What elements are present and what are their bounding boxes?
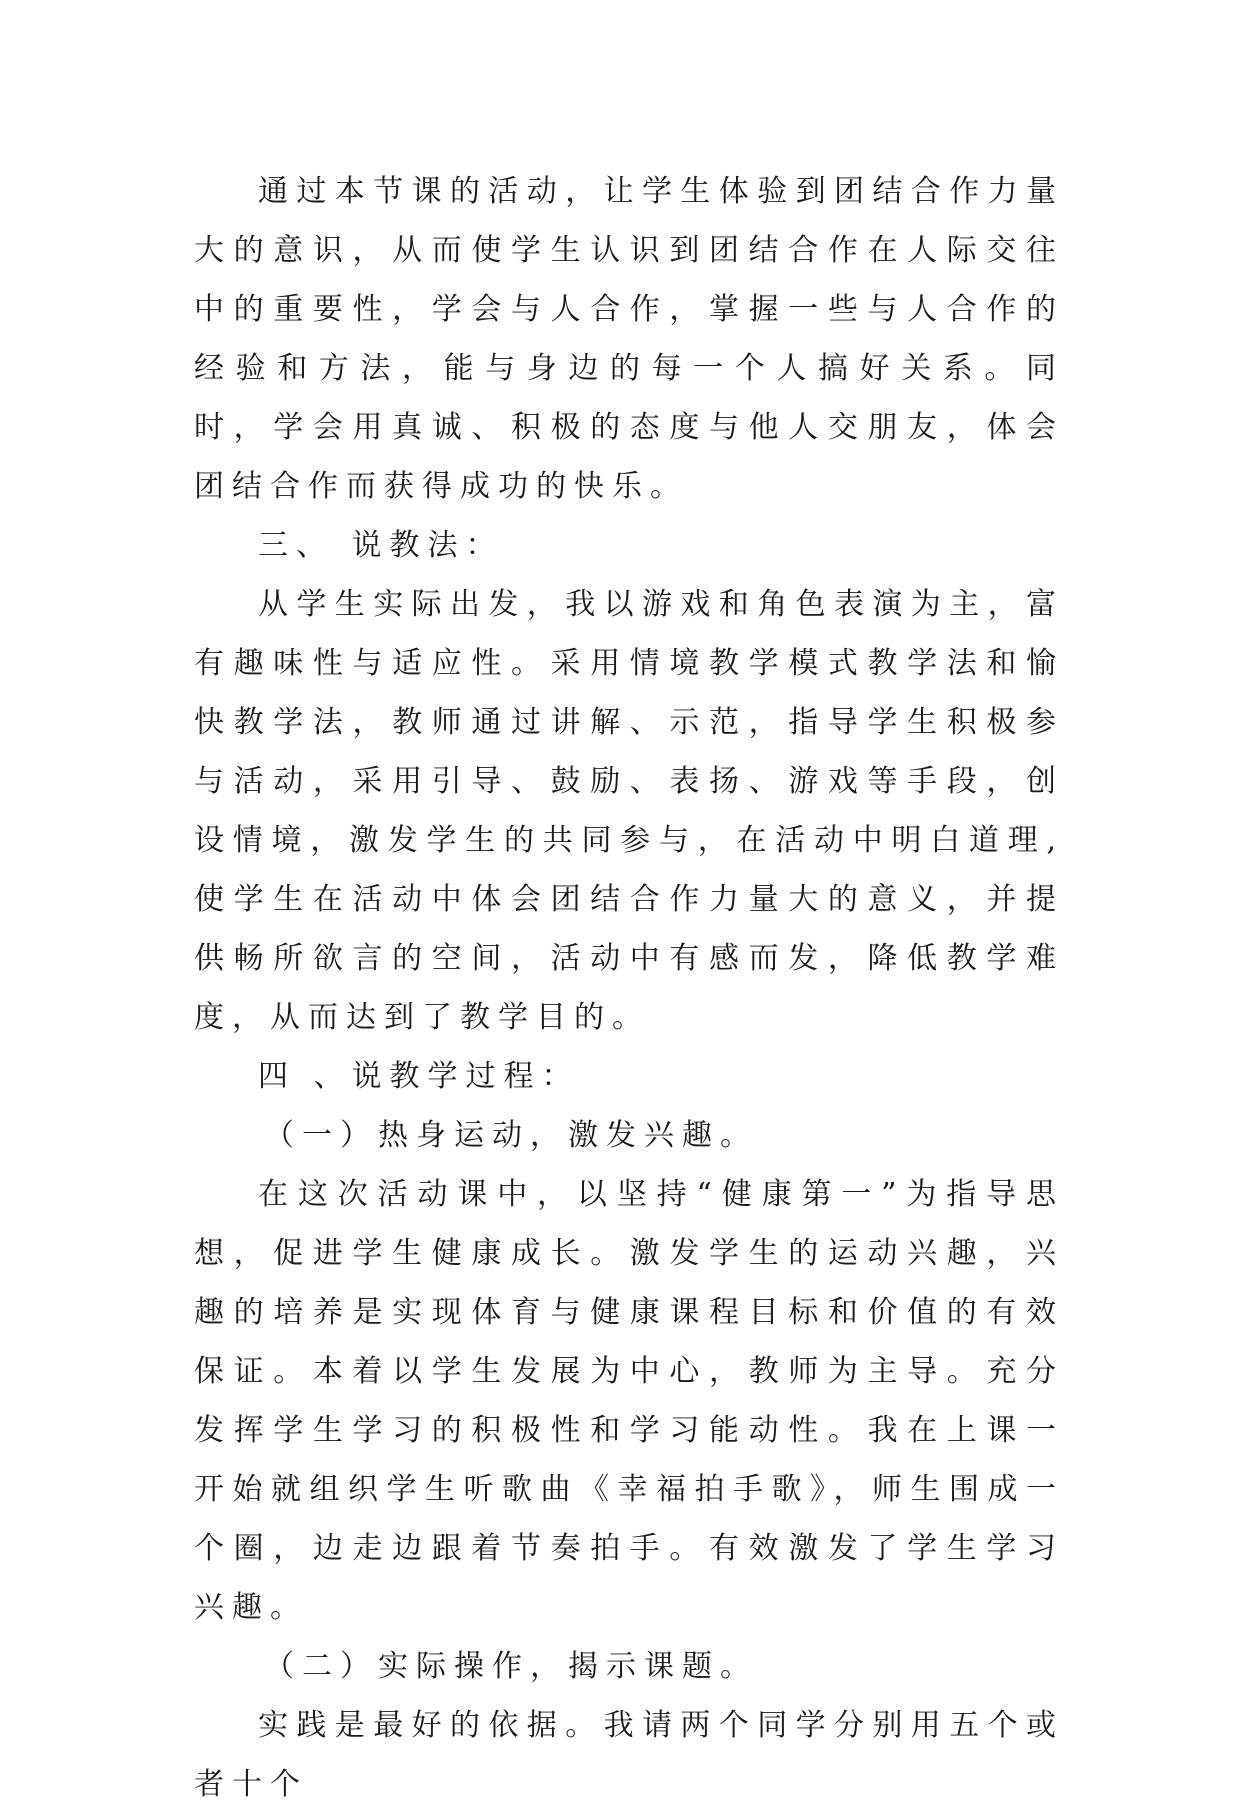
paragraph-practice: 实践是最好的依据。我请两个同学分别用五个或者十个 bbox=[194, 1708, 1064, 1802]
document-body bbox=[194, 162, 1064, 1814]
heading-teaching-process: 四 、说教学过程： bbox=[258, 1059, 580, 1094]
paragraph-warm-up: 在这次活动课中，以坚持“健康第一”为指导思想，促进学生健康成长。激发学生的运动兴趣，兴趣的培养是实现体育与健康课程目标和价值的有效保证。本着以学生发展为中心，教师为主导。充分发挥学生学习的积极性和学习能动性。我在上课一开始就组织学生听歌曲《幸福拍手歌》，师生围成一个圈，边走边跟着节奏拍手。有效激发了学生学习兴趣。 bbox=[194, 1177, 1064, 1625]
paragraph-teaching-method: 从学生实际出发，我以游戏和角色表演为主，富有趣味性与适应性。采用情境教学模式教学法和愉快教学法，教师通过讲解、示范，指导学生积极参与活动，采用引导、鼓励、表扬、游戏等手段，创设情境，激发学生的共同参与，在活动中明白道理,使学生在活动中体会团结合作力量大的意义，并提供畅所欲言的空间，活动中有感而发，降低教学难度，从而达到了教学目的。 bbox=[194, 587, 1064, 1035]
subheading-warm-up: （一）热身运动，激发兴趣。 bbox=[264, 1118, 758, 1153]
subheading-practice: （二）实际操作，揭示课题。 bbox=[264, 1649, 758, 1684]
heading-teaching-method: 三、 说教法： bbox=[258, 528, 504, 563]
paragraph-goal: 通过本节课的活动，让学生体验到团结合作力量大的意识，从而使学生认识到团结合作在人际交往中的重要性，学会与人合作，掌握一些与人合作的经验和方法，能与身边的每一个人搞好关系。同时，学会用真诚、积极的态度与他人交朋友，体会团结合作而获得成功的快乐。 bbox=[194, 174, 1064, 504]
